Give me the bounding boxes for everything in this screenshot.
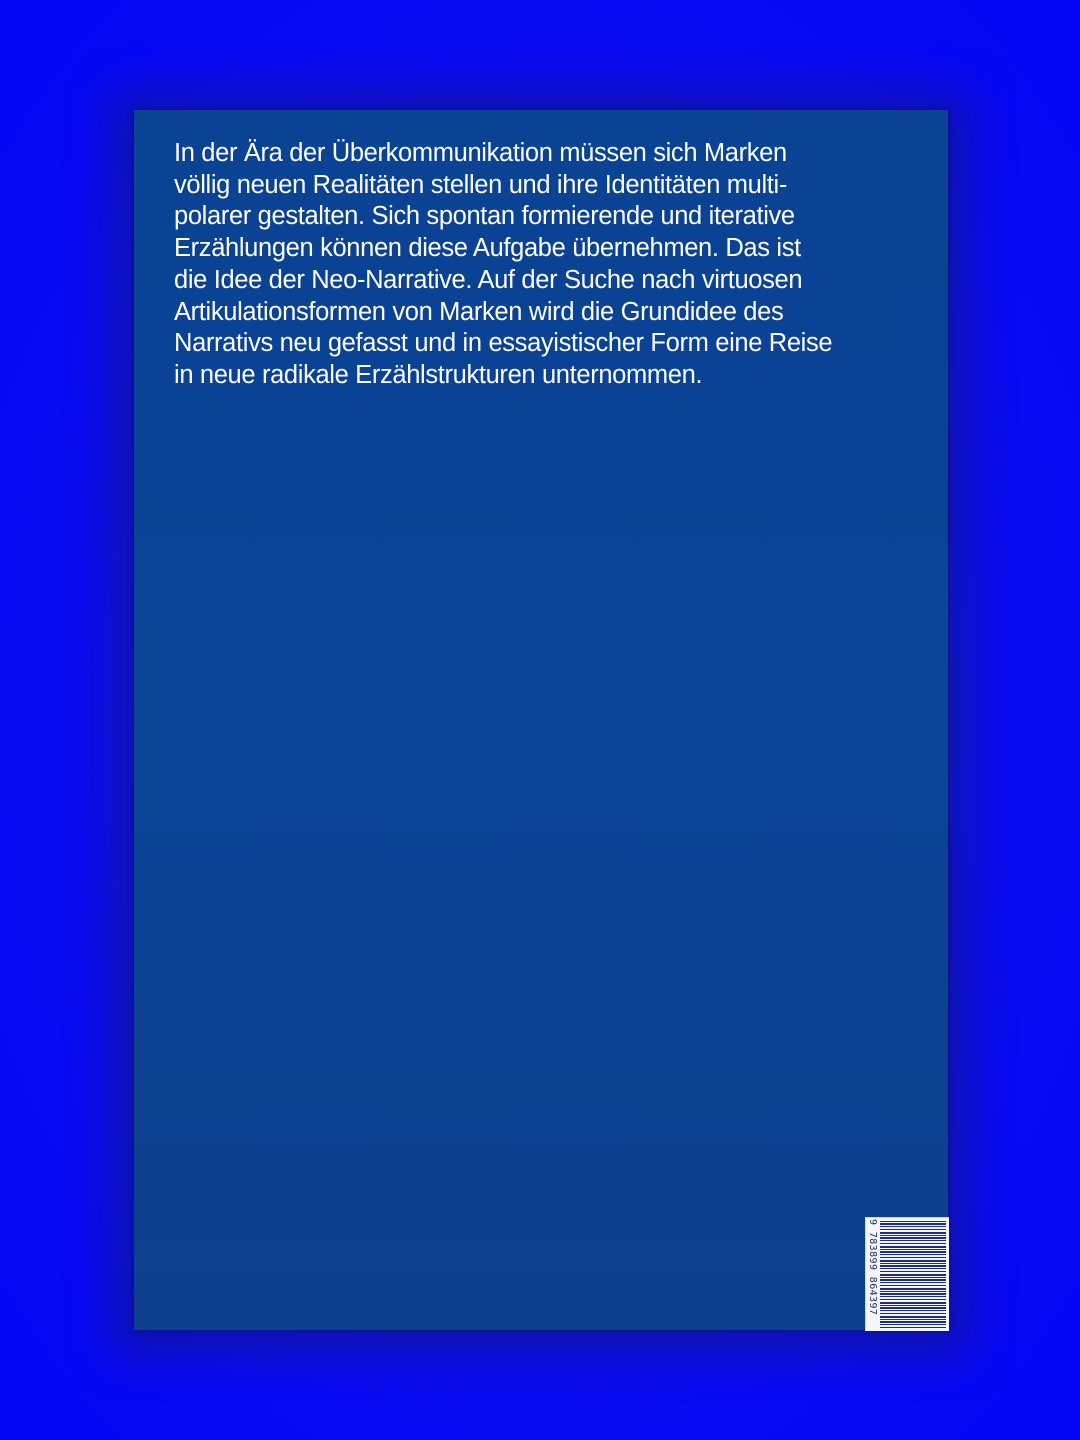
isbn-barcode — [865, 1217, 949, 1331]
isbn-digits — [867, 1219, 879, 1329]
barcode-bars-icon — [880, 1221, 946, 1328]
isbn-number: 9 783899 864397 — [867, 1219, 878, 1316]
cover-blurb-text: In der Ära der Überkommunikation müssen sich Marken völlig neuen Realitäten stellen und ihre Identitäten multi- polarer gestalten. Sich spontan formierende und iterative Erzählungen können diese Aufgabe übernehmen. Das ist die Idee der Neo-Narrative. Auf der Suche nach virtuosen Artikulationsformen von Marken wird die Grundidee des Narrativs neu gefasst und in essayistischer Form eine Reise in neue radikale Erzählstrukturen unternommen. — [174, 139, 833, 389]
book-back-cover — [134, 110, 948, 1330]
